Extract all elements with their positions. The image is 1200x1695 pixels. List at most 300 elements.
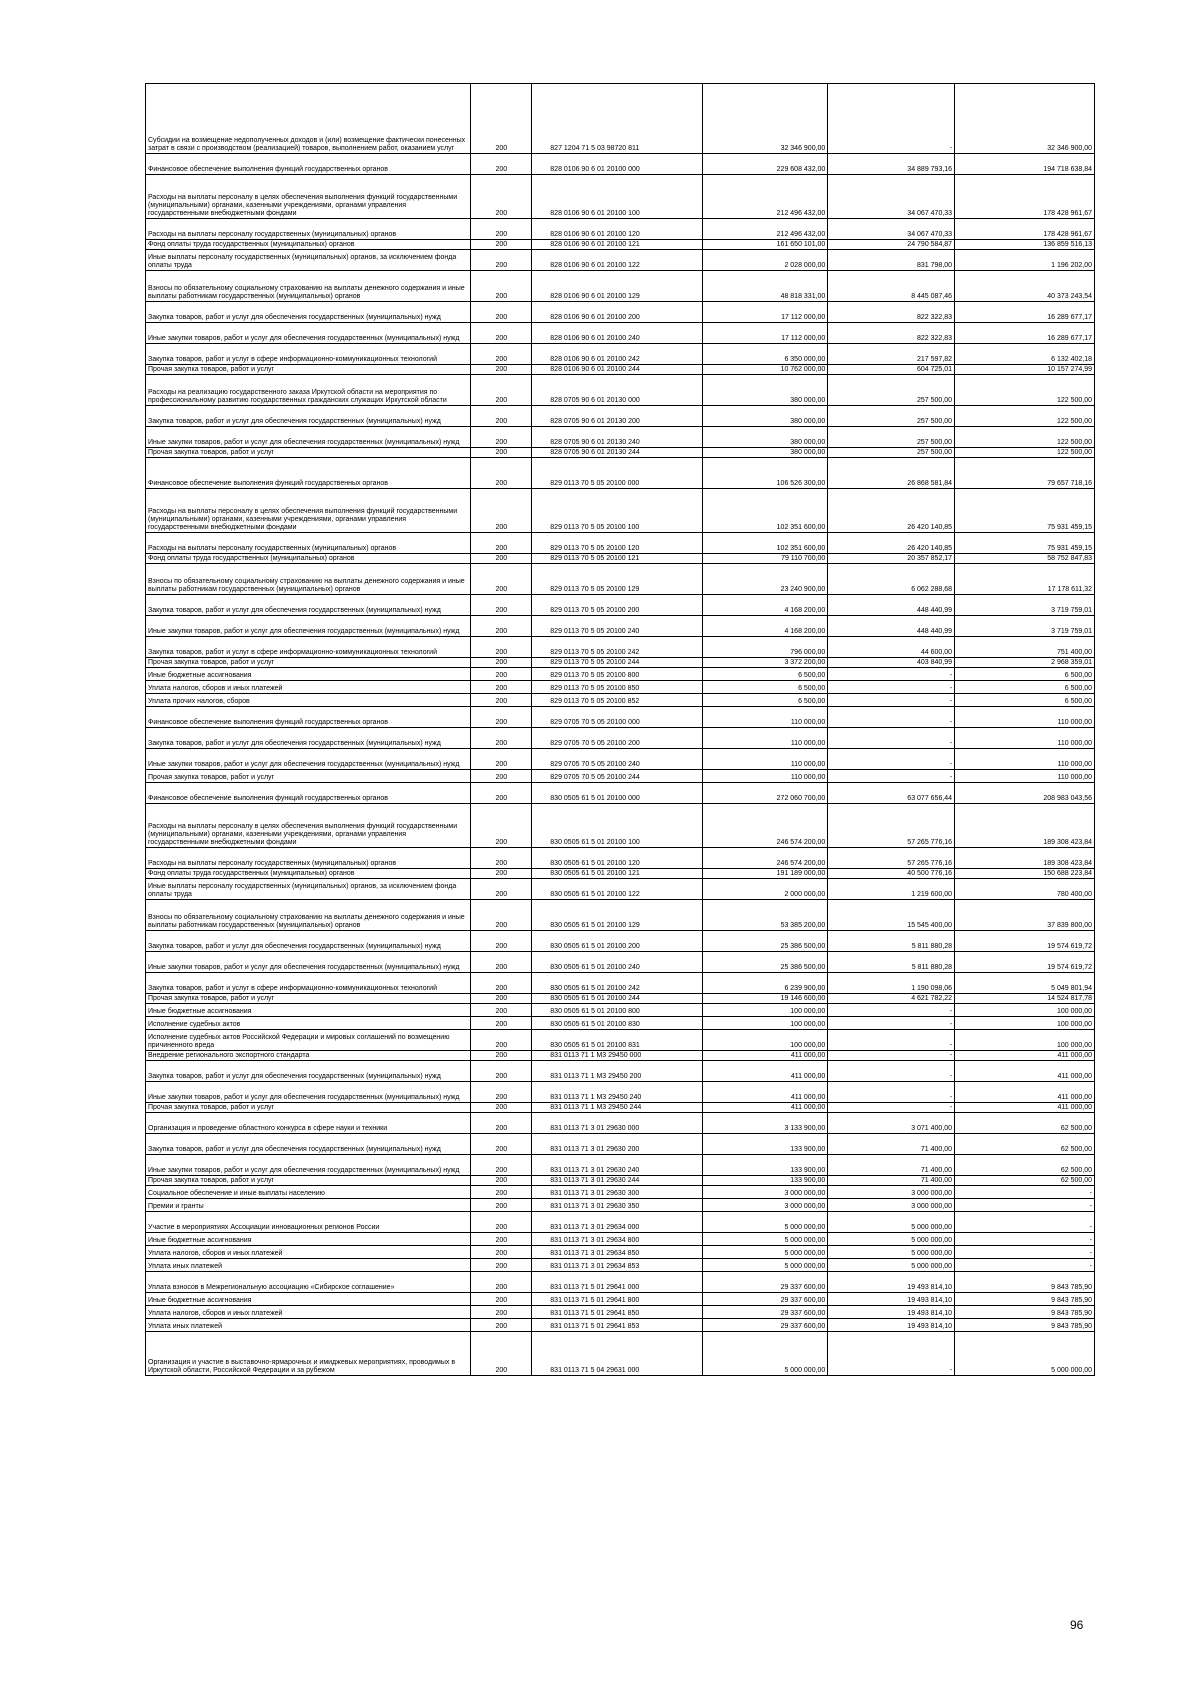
row-class-code: 829 0113 70 5 05 20100 240 (532, 616, 702, 637)
row-executed-amount: 26 420 140,85 (828, 489, 955, 533)
row-code: 200 (471, 1259, 532, 1272)
row-name: Прочая закупка товаров, работ и услуг (146, 448, 471, 458)
table-row (146, 1306, 1095, 1319)
table-row (146, 1155, 1095, 1176)
row-executed-amount: 40 500 776,16 (828, 869, 955, 879)
row-executed-amount: 71 400,00 (828, 1155, 955, 1176)
row-unexecuted-amount: 6 500,00 (955, 681, 1095, 694)
budget-execution-table (145, 83, 1095, 1376)
row-executed-amount: 257 500,00 (828, 427, 955, 448)
row-approved-amount: 19 146 600,00 (702, 994, 828, 1004)
row-code: 200 (471, 931, 532, 952)
row-unexecuted-amount: 14 524 817,78 (955, 994, 1095, 1004)
row-unexecuted-amount: 6 132 402,18 (955, 344, 1095, 365)
row-code: 200 (471, 952, 532, 973)
row-class-code: 830 0505 61 5 01 20100 100 (532, 804, 702, 848)
row-code: 200 (471, 694, 532, 707)
row-name: Финансовое обеспечение выполнения функций государственных органов (146, 154, 471, 175)
table-row (146, 564, 1095, 595)
row-name: Иные бюджетные ассигнования (146, 1293, 471, 1306)
row-code: 200 (471, 770, 532, 783)
row-unexecuted-amount: - (955, 1186, 1095, 1199)
row-approved-amount: 411 000,00 (702, 1103, 828, 1113)
row-name: Расходы на выплаты персоналу в целях обеспечения выполнения функций государственными (муниципальными) органами, казенными учреждениями, органами управления государственными внебюджетными фондами (146, 489, 471, 533)
table-row (146, 458, 1095, 489)
row-approved-amount: 796 000,00 (702, 637, 828, 658)
row-code: 200 (471, 240, 532, 250)
row-approved-amount: 17 112 000,00 (702, 323, 828, 344)
row-approved-amount: 29 337 600,00 (702, 1306, 828, 1319)
row-unexecuted-amount: 110 000,00 (955, 728, 1095, 749)
row-executed-amount: - (828, 84, 955, 154)
row-executed-amount: 57 265 776,16 (828, 804, 955, 848)
row-class-code: 831 0113 71 1 M3 29450 240 (532, 1082, 702, 1103)
row-class-code: 829 0113 70 5 05 20100 852 (532, 694, 702, 707)
table-row (146, 1186, 1095, 1199)
row-class-code: 830 0505 61 5 01 20100 800 (532, 1004, 702, 1017)
table-row (146, 1272, 1095, 1293)
row-name: Закупка товаров, работ и услуг для обеспечения государственных (муниципальных) нужд (146, 1134, 471, 1155)
row-approved-amount: 133 900,00 (702, 1155, 828, 1176)
row-name: Социальное обеспечение и иные выплаты населению (146, 1186, 471, 1199)
row-executed-amount: 4 621 782,22 (828, 994, 955, 1004)
row-executed-amount: 34 067 470,33 (828, 175, 955, 219)
row-name: Прочая закупка товаров, работ и услуг (146, 365, 471, 375)
row-approved-amount: 6 500,00 (702, 668, 828, 681)
row-approved-amount: 411 000,00 (702, 1051, 828, 1061)
table-row (146, 616, 1095, 637)
row-unexecuted-amount: 37 839 800,00 (955, 900, 1095, 931)
table-row (146, 728, 1095, 749)
row-code: 200 (471, 879, 532, 900)
row-code: 200 (471, 175, 532, 219)
row-name: Расходы на выплаты персоналу государственных (муниципальных) органов (146, 219, 471, 240)
table-row (146, 783, 1095, 804)
row-executed-amount: 822 322,83 (828, 323, 955, 344)
row-approved-amount: 5 000 000,00 (702, 1233, 828, 1246)
row-class-code: 829 0113 70 5 05 20100 200 (532, 595, 702, 616)
row-approved-amount: 102 351 600,00 (702, 489, 828, 533)
row-executed-amount: 26 420 140,85 (828, 533, 955, 554)
row-name: Прочая закупка товаров, работ и услуг (146, 1176, 471, 1186)
row-class-code: 830 0505 61 5 01 20100 000 (532, 783, 702, 804)
row-approved-amount: 229 608 432,00 (702, 154, 828, 175)
row-unexecuted-amount: 1 196 202,00 (955, 250, 1095, 271)
row-code: 200 (471, 533, 532, 554)
row-unexecuted-amount: 122 500,00 (955, 406, 1095, 427)
row-approved-amount: 10 762 000,00 (702, 365, 828, 375)
row-name: Участие в мероприятиях Ассоциации инновационных регионов России (146, 1212, 471, 1233)
row-executed-amount: 822 322,83 (828, 302, 955, 323)
row-unexecuted-amount: 16 289 677,17 (955, 323, 1095, 344)
row-name: Закупка товаров, работ и услуг для обеспечения государственных (муниципальных) нужд (146, 931, 471, 952)
row-code: 200 (471, 900, 532, 931)
table-row (146, 344, 1095, 365)
row-class-code: 828 0106 90 6 01 20100 240 (532, 323, 702, 344)
row-unexecuted-amount: 2 968 359,01 (955, 658, 1095, 668)
row-executed-amount: - (828, 1017, 955, 1030)
row-executed-amount: 448 440,99 (828, 595, 955, 616)
row-class-code: 830 0505 61 5 01 20100 831 (532, 1030, 702, 1051)
row-executed-amount: 71 400,00 (828, 1176, 955, 1186)
row-class-code: 831 0113 71 3 01 29634 000 (532, 1212, 702, 1233)
row-executed-amount: 57 265 776,16 (828, 848, 955, 869)
row-unexecuted-amount: 9 843 785,90 (955, 1306, 1095, 1319)
row-code: 200 (471, 271, 532, 302)
row-approved-amount: 29 337 600,00 (702, 1272, 828, 1293)
row-class-code: 829 0113 70 5 05 20100 242 (532, 637, 702, 658)
row-unexecuted-amount: 411 000,00 (955, 1061, 1095, 1082)
row-approved-amount: 212 496 432,00 (702, 219, 828, 240)
row-name: Прочая закупка товаров, работ и услуг (146, 994, 471, 1004)
table-row (146, 900, 1095, 931)
row-class-code: 831 0113 71 5 01 29641 850 (532, 1306, 702, 1319)
row-name: Уплата иных платежей (146, 1319, 471, 1332)
row-approved-amount: 380 000,00 (702, 427, 828, 448)
row-executed-amount: 19 493 814,10 (828, 1306, 955, 1319)
row-name: Организация и участие в выставочно-ярмарочных и имиджевых мероприятиях, проводимых в Иркутской области, Российской Федерации и за рубежом (146, 1332, 471, 1376)
row-class-code: 831 0113 71 1 M3 29450 244 (532, 1103, 702, 1113)
row-code: 200 (471, 707, 532, 728)
row-class-code: 830 0505 61 5 01 20100 121 (532, 869, 702, 879)
row-approved-amount: 6 350 000,00 (702, 344, 828, 365)
row-class-code: 828 0705 90 6 01 20130 240 (532, 427, 702, 448)
table-row (146, 749, 1095, 770)
row-approved-amount: 3 000 000,00 (702, 1186, 828, 1199)
row-name: Расходы на выплаты персоналу в целях обеспечения выполнения функций государственными (муниципальными) органами, казенными учреждениями, органами управления государственными внебюджетными фондами (146, 175, 471, 219)
row-class-code: 829 0705 70 5 05 20100 200 (532, 728, 702, 749)
row-executed-amount: 26 868 581,84 (828, 458, 955, 489)
row-class-code: 831 0113 71 5 04 29631 000 (532, 1332, 702, 1376)
row-unexecuted-amount: 40 373 243,54 (955, 271, 1095, 302)
row-class-code: 827 1204 71 5 03 98720 811 (532, 84, 702, 154)
row-executed-amount: 257 500,00 (828, 406, 955, 427)
row-name: Расходы на реализацию государственного заказа Иркутской области на мероприятия по профессиональному развитию государственных гражданских служащих Иркутской области (146, 375, 471, 406)
row-class-code: 829 0113 70 5 05 20100 800 (532, 668, 702, 681)
row-executed-amount: 71 400,00 (828, 1134, 955, 1155)
row-name: Закупка товаров, работ и услуг в сфере информационно-коммуникационных технологий (146, 344, 471, 365)
row-code: 200 (471, 1233, 532, 1246)
row-executed-amount: 257 500,00 (828, 375, 955, 406)
row-unexecuted-amount: 62 500,00 (955, 1134, 1095, 1155)
table-row (146, 1233, 1095, 1246)
row-code: 200 (471, 1017, 532, 1030)
row-approved-amount: 6 500,00 (702, 681, 828, 694)
row-code: 200 (471, 1134, 532, 1155)
row-unexecuted-amount: 9 843 785,90 (955, 1293, 1095, 1306)
row-unexecuted-amount: 62 500,00 (955, 1176, 1095, 1186)
table-row (146, 271, 1095, 302)
row-approved-amount: 133 900,00 (702, 1134, 828, 1155)
row-name: Иные выплаты персоналу государственных (муниципальных) органов, за исключением фонда оплаты труда (146, 250, 471, 271)
row-code: 200 (471, 1004, 532, 1017)
row-approved-amount: 191 189 000,00 (702, 869, 828, 879)
row-code: 200 (471, 365, 532, 375)
row-executed-amount: 24 790 584,87 (828, 240, 955, 250)
row-class-code: 830 0505 61 5 01 20100 244 (532, 994, 702, 1004)
row-executed-amount: 5 811 880,28 (828, 952, 955, 973)
row-class-code: 829 0113 70 5 05 20100 244 (532, 658, 702, 668)
row-code: 200 (471, 489, 532, 533)
row-name: Исполнение судебных актов (146, 1017, 471, 1030)
row-code: 200 (471, 616, 532, 637)
table-row (146, 1176, 1095, 1186)
row-unexecuted-amount: 208 983 043,56 (955, 783, 1095, 804)
row-class-code: 828 0106 90 6 01 20100 129 (532, 271, 702, 302)
table-row (146, 1259, 1095, 1272)
row-approved-amount: 411 000,00 (702, 1082, 828, 1103)
row-code: 200 (471, 1155, 532, 1176)
table-row (146, 1082, 1095, 1103)
table-row (146, 707, 1095, 728)
row-approved-amount: 48 818 331,00 (702, 271, 828, 302)
row-unexecuted-amount: 9 843 785,90 (955, 1272, 1095, 1293)
row-approved-amount: 100 000,00 (702, 1030, 828, 1051)
row-name: Иные бюджетные ассигнования (146, 1004, 471, 1017)
row-unexecuted-amount: 110 000,00 (955, 749, 1095, 770)
row-name: Закупка товаров, работ и услуг в сфере информационно-коммуникационных технологий (146, 973, 471, 994)
row-code: 200 (471, 681, 532, 694)
row-unexecuted-amount: 100 000,00 (955, 1030, 1095, 1051)
row-approved-amount: 133 900,00 (702, 1176, 828, 1186)
row-approved-amount: 53 385 200,00 (702, 900, 828, 931)
row-approved-amount: 5 000 000,00 (702, 1259, 828, 1272)
row-executed-amount: - (828, 728, 955, 749)
row-code: 200 (471, 869, 532, 879)
row-name: Уплата взносов в Межрегиональную ассоциацию «Сибирское соглашение» (146, 1272, 471, 1293)
row-code: 200 (471, 749, 532, 770)
row-executed-amount: 5 000 000,00 (828, 1233, 955, 1246)
row-executed-amount: 1 190 098,06 (828, 973, 955, 994)
row-unexecuted-amount: 751 400,00 (955, 637, 1095, 658)
row-approved-amount: 380 000,00 (702, 375, 828, 406)
row-name: Иные выплаты персоналу государственных (муниципальных) органов, за исключением фонда оплаты труда (146, 879, 471, 900)
row-code: 200 (471, 848, 532, 869)
budget-sheet (145, 83, 1095, 1376)
row-executed-amount: 5 811 880,28 (828, 931, 955, 952)
row-code: 200 (471, 1082, 532, 1103)
row-unexecuted-amount: 19 574 619,72 (955, 931, 1095, 952)
row-executed-amount: 6 062 288,68 (828, 564, 955, 595)
row-class-code: 828 0705 90 6 01 20130 244 (532, 448, 702, 458)
row-code: 200 (471, 154, 532, 175)
row-class-code: 828 0106 90 6 01 20100 200 (532, 302, 702, 323)
row-approved-amount: 100 000,00 (702, 1004, 828, 1017)
row-approved-amount: 411 000,00 (702, 1061, 828, 1082)
row-name: Фонд оплаты труда государственных (муниципальных) органов (146, 869, 471, 879)
row-name: Расходы на выплаты персоналу государственных (муниципальных) органов (146, 848, 471, 869)
row-unexecuted-amount: - (955, 1246, 1095, 1259)
row-class-code: 831 0113 71 5 01 29641 800 (532, 1293, 702, 1306)
row-unexecuted-amount: 189 308 423,84 (955, 848, 1095, 869)
row-executed-amount: 63 077 656,44 (828, 783, 955, 804)
row-name: Иные бюджетные ассигнования (146, 1233, 471, 1246)
row-code: 200 (471, 84, 532, 154)
row-unexecuted-amount: 3 719 759,01 (955, 595, 1095, 616)
row-approved-amount: 5 000 000,00 (702, 1246, 828, 1259)
row-code: 200 (471, 375, 532, 406)
row-executed-amount: 3 071 400,00 (828, 1113, 955, 1134)
row-name: Взносы по обязательному социальному страхованию на выплаты денежного содержания и иные выплаты работникам государственных (муниципальных) органов (146, 271, 471, 302)
row-unexecuted-amount: - (955, 1199, 1095, 1212)
row-unexecuted-amount: 178 428 961,67 (955, 219, 1095, 240)
table-row (146, 427, 1095, 448)
row-class-code: 831 0113 71 1 M3 29450 200 (532, 1061, 702, 1082)
row-approved-amount: 79 110 700,00 (702, 554, 828, 564)
row-code: 200 (471, 1113, 532, 1134)
table-row (146, 1051, 1095, 1061)
row-name: Иные закупки товаров, работ и услуг для обеспечения государственных (муниципальных) нужд (146, 1155, 471, 1176)
row-unexecuted-amount: 17 178 611,32 (955, 564, 1095, 595)
row-executed-amount: - (828, 1030, 955, 1051)
row-executed-amount: 403 840,99 (828, 658, 955, 668)
table-row (146, 1332, 1095, 1376)
row-code: 200 (471, 1319, 532, 1332)
row-name: Расходы на выплаты персоналу в целях обеспечения выполнения функций государственными (муниципальными) органами, казенными учреждениями, органами управления государственными внебюджетными фондами (146, 804, 471, 848)
table-row (146, 1246, 1095, 1259)
row-executed-amount: - (828, 707, 955, 728)
row-unexecuted-amount: 122 500,00 (955, 448, 1095, 458)
row-code: 200 (471, 250, 532, 271)
row-code: 200 (471, 1186, 532, 1199)
row-class-code: 830 0505 61 5 01 20100 242 (532, 973, 702, 994)
table-row (146, 84, 1095, 154)
row-code: 200 (471, 1030, 532, 1051)
row-code: 200 (471, 728, 532, 749)
table-row (146, 1017, 1095, 1030)
row-executed-amount: 831 798,00 (828, 250, 955, 271)
table-row (146, 658, 1095, 668)
table-row (146, 1199, 1095, 1212)
row-name: Иные закупки товаров, работ и услуг для обеспечения государственных (муниципальных) нужд (146, 616, 471, 637)
row-class-code: 830 0505 61 5 01 20100 200 (532, 931, 702, 952)
table-row (146, 952, 1095, 973)
row-unexecuted-amount: 79 657 718,16 (955, 458, 1095, 489)
table-row (146, 668, 1095, 681)
row-approved-amount: 380 000,00 (702, 448, 828, 458)
table-row (146, 931, 1095, 952)
row-approved-amount: 4 168 200,00 (702, 595, 828, 616)
row-code: 200 (471, 1212, 532, 1233)
row-class-code: 828 0106 90 6 01 20100 120 (532, 219, 702, 240)
table-row (146, 448, 1095, 458)
row-unexecuted-amount: 10 157 274,99 (955, 365, 1095, 375)
row-class-code: 828 0705 90 6 01 20130 200 (532, 406, 702, 427)
row-executed-amount: 5 000 000,00 (828, 1259, 955, 1272)
row-code: 200 (471, 1293, 532, 1306)
row-code: 200 (471, 302, 532, 323)
row-approved-amount: 2 028 000,00 (702, 250, 828, 271)
row-executed-amount: 8 445 087,46 (828, 271, 955, 302)
row-unexecuted-amount: 58 752 847,83 (955, 554, 1095, 564)
table-row (146, 1212, 1095, 1233)
table-row (146, 533, 1095, 554)
row-approved-amount: 212 496 432,00 (702, 175, 828, 219)
row-code: 200 (471, 1103, 532, 1113)
row-executed-amount: 257 500,00 (828, 448, 955, 458)
table-row (146, 375, 1095, 406)
row-name: Финансовое обеспечение выполнения функций государственных органов (146, 783, 471, 804)
row-approved-amount: 110 000,00 (702, 749, 828, 770)
row-approved-amount: 4 168 200,00 (702, 616, 828, 637)
row-executed-amount: - (828, 1061, 955, 1082)
row-name: Иные бюджетные ассигнования (146, 668, 471, 681)
row-unexecuted-amount: 122 500,00 (955, 427, 1095, 448)
row-executed-amount: 604 725,01 (828, 365, 955, 375)
row-code: 200 (471, 637, 532, 658)
row-class-code: 829 0113 70 5 05 20100 120 (532, 533, 702, 554)
row-executed-amount: - (828, 1051, 955, 1061)
table-row (146, 554, 1095, 564)
row-code: 200 (471, 448, 532, 458)
row-name: Прочая закупка товаров, работ и услуг (146, 770, 471, 783)
row-code: 200 (471, 783, 532, 804)
table-row (146, 406, 1095, 427)
row-unexecuted-amount: 100 000,00 (955, 1017, 1095, 1030)
table-row (146, 681, 1095, 694)
table-row (146, 869, 1095, 879)
row-unexecuted-amount: 411 000,00 (955, 1051, 1095, 1061)
row-name: Исполнение судебных актов Российской Федерации и мировых соглашений по возмещению причиненного вреда (146, 1030, 471, 1051)
row-unexecuted-amount: 19 574 619,72 (955, 952, 1095, 973)
row-executed-amount: 20 357 852,17 (828, 554, 955, 564)
row-approved-amount: 272 060 700,00 (702, 783, 828, 804)
row-executed-amount: 19 493 814,10 (828, 1319, 955, 1332)
row-name: Уплата налогов, сборов и иных платежей (146, 1306, 471, 1319)
row-code: 200 (471, 973, 532, 994)
row-name: Уплата налогов, сборов и иных платежей (146, 1246, 471, 1259)
table-row (146, 302, 1095, 323)
table-row (146, 637, 1095, 658)
row-class-code: 831 0113 71 3 01 29634 850 (532, 1246, 702, 1259)
row-class-code: 831 0113 71 3 01 29630 244 (532, 1176, 702, 1186)
row-name: Уплата прочих налогов, сборов (146, 694, 471, 707)
row-code: 200 (471, 804, 532, 848)
row-approved-amount: 5 000 000,00 (702, 1332, 828, 1376)
row-code: 200 (471, 1199, 532, 1212)
table-row (146, 1030, 1095, 1051)
row-executed-amount: - (828, 694, 955, 707)
row-unexecuted-amount: 5 049 801,94 (955, 973, 1095, 994)
row-class-code: 828 0106 90 6 01 20100 100 (532, 175, 702, 219)
row-unexecuted-amount: 411 000,00 (955, 1103, 1095, 1113)
row-name: Премии и гранты (146, 1199, 471, 1212)
row-unexecuted-amount: 110 000,00 (955, 707, 1095, 728)
row-unexecuted-amount: 136 859 516,13 (955, 240, 1095, 250)
row-approved-amount: 25 386 500,00 (702, 952, 828, 973)
table-row (146, 489, 1095, 533)
row-approved-amount: 110 000,00 (702, 707, 828, 728)
table-row (146, 175, 1095, 219)
row-executed-amount: - (828, 681, 955, 694)
row-class-code: 829 0113 70 5 05 20100 100 (532, 489, 702, 533)
row-name: Прочая закупка товаров, работ и услуг (146, 658, 471, 668)
row-class-code: 830 0505 61 5 01 20100 122 (532, 879, 702, 900)
table-row (146, 804, 1095, 848)
row-code: 200 (471, 406, 532, 427)
row-class-code: 830 0505 61 5 01 20100 240 (532, 952, 702, 973)
row-name: Закупка товаров, работ и услуг для обеспечения государственных (муниципальных) нужд (146, 302, 471, 323)
row-unexecuted-amount: 75 931 459,15 (955, 489, 1095, 533)
row-name: Финансовое обеспечение выполнения функций государственных органов (146, 458, 471, 489)
row-class-code: 831 0113 71 3 01 29630 240 (532, 1155, 702, 1176)
row-code: 200 (471, 658, 532, 668)
row-unexecuted-amount: 5 000 000,00 (955, 1332, 1095, 1376)
row-name: Иные закупки товаров, работ и услуг для обеспечения государственных (муниципальных) нужд (146, 749, 471, 770)
row-name: Уплата налогов, сборов и иных платежей (146, 681, 471, 694)
row-approved-amount: 3 133 900,00 (702, 1113, 828, 1134)
row-executed-amount: 217 597,82 (828, 344, 955, 365)
